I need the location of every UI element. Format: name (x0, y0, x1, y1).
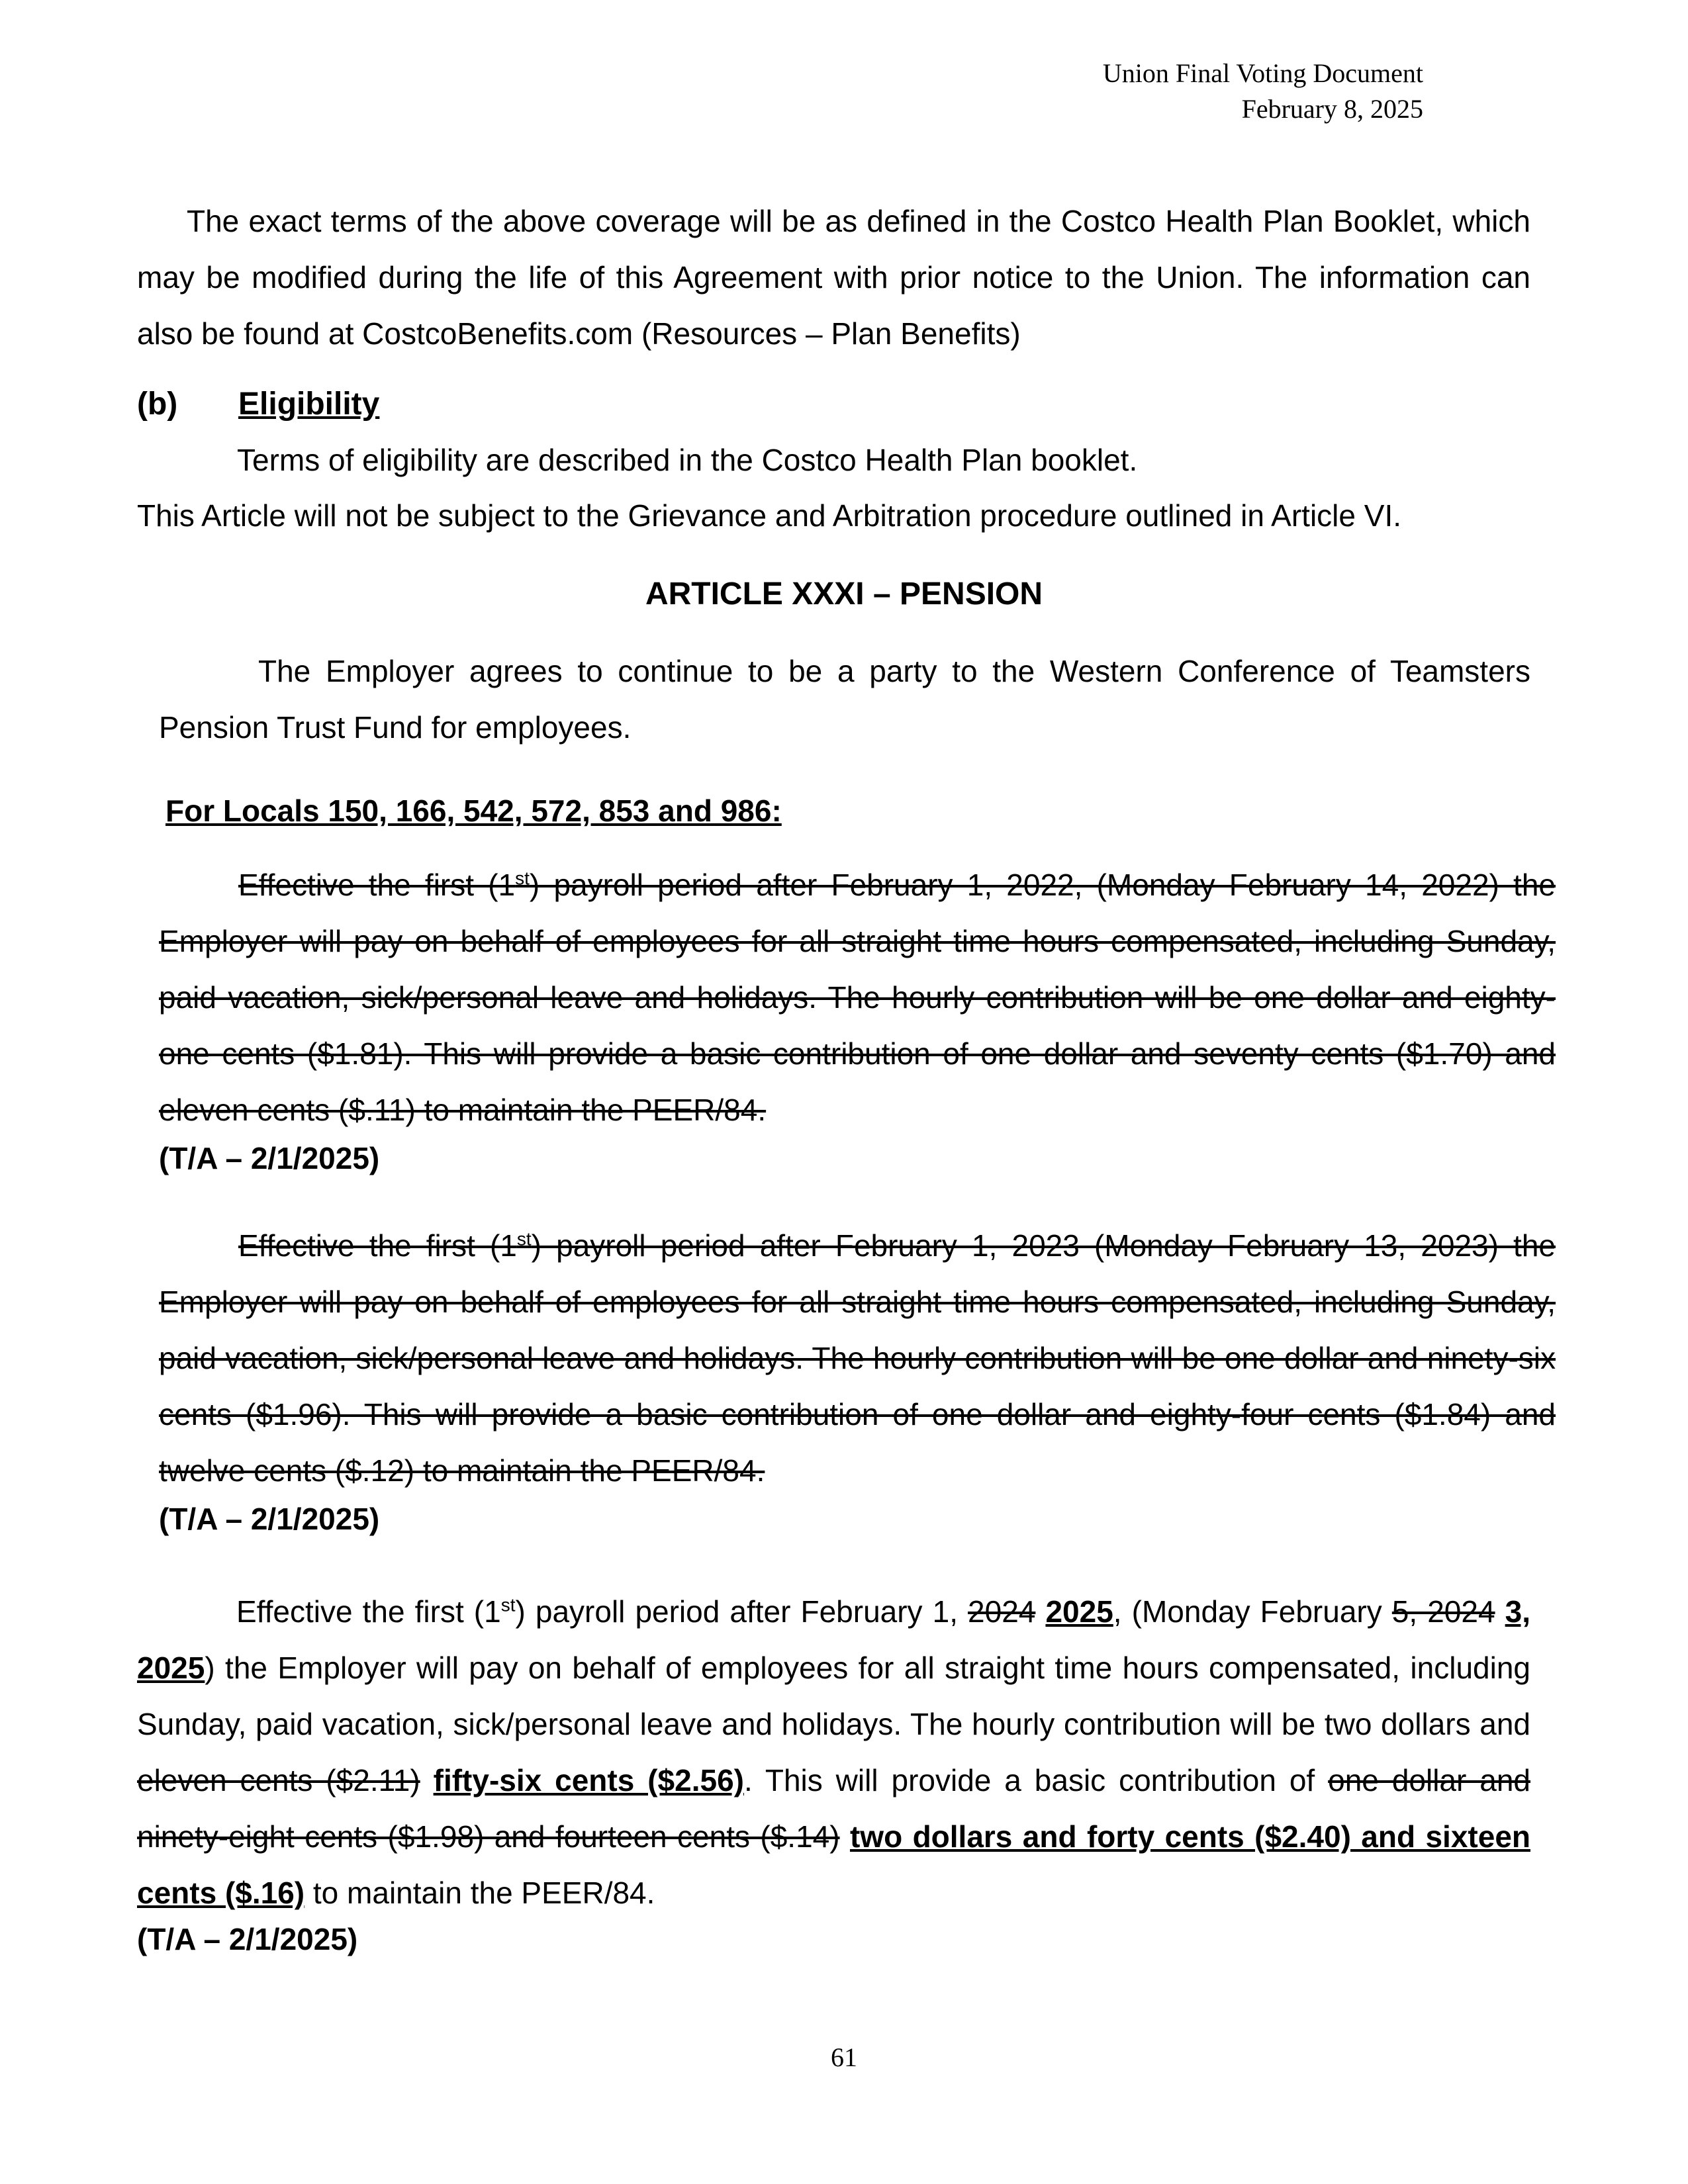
header-date: February 8, 2025 (1241, 94, 1423, 124)
para-2022-post: ) payroll period after February 1, 2022, (Monday February 14, 2022) the Employer will pay on behalf of employees for all straight time hours compensated, including Sunday, paid vacation, sick/personal leave and holidays. The hourly contribution will be one dollar and eighty-one cents ($1.81). This will provide a basic contribution of one dollar and seventy cents ($1.70) and eleven cents ($.11) to maintain the PEER/84. (159, 868, 1556, 1127)
ta-note-2022: (T/A – 2/1/2025) (159, 1141, 380, 1175)
eligibility-heading: Eligibility (238, 387, 380, 422)
deleted-rate: eleven cents ($2.11) (137, 1763, 420, 1797)
inserted-date: 3, 2025 (137, 1594, 1530, 1685)
para-2023-pre: Effective the first (1 (238, 1228, 517, 1263)
para-2025-t1: Effective the first (1 (236, 1594, 501, 1629)
para-2022-pre: Effective the first (1 (238, 868, 516, 902)
para-2022-sup: st (515, 868, 530, 889)
struck-paragraph-2022 (159, 857, 1556, 1138)
para-2025-t6: to maintain the PEER/84. (305, 1876, 655, 1910)
para-2023-sup: st (516, 1228, 532, 1250)
deleted-year: 2024 (968, 1594, 1036, 1629)
para-2025-t5: . This will provide a basic contribution of (743, 1763, 1329, 1797)
struck-paragraph-2023 (159, 1218, 1556, 1499)
inserted-year: 2025 (1045, 1594, 1113, 1629)
current-paragraph-2025 (137, 1584, 1530, 1921)
ta-note-2025: (T/A – 2/1/2025) (137, 1922, 358, 1956)
document-header (1103, 56, 1423, 127)
section-label: (b) (137, 387, 178, 422)
para-2025-t3: , (Monday February (1113, 1594, 1392, 1629)
para-2023-post: ) payroll period after February 1, 2023 (Monday February 13, 2023) the Employer will pay on behalf of employees for all straight time hours compensated, including Sunday, paid vacation, sick/personal leave and holidays. The hourly contribution will be one dollar and ninety-six cents ($1.96). This will provide a basic contribution of one dollar and eighty-four cents ($1.84) and twelve cents ($.12) to maintain the PEER/84. (159, 1228, 1556, 1488)
para-2025-t4: ) the Employer will pay on behalf of employees for all straight time hours compensated, including Sunday, paid vacation, sick/personal leave and holidays. The hourly contribution will be two dollars and (137, 1651, 1530, 1741)
para-2025-t2: ) payroll period after February 1, (515, 1594, 968, 1629)
grievance-note: This Article will not be subject to the Grievance and Arbitration procedure outlined in Article VI. (137, 498, 1402, 533)
eligibility-text: Terms of eligibility are described in the Costco Health Plan booklet. (237, 443, 1138, 477)
article-intro: The Employer agrees to continue to be a party to the Western Conference of Teamsters Pension Trust Fund for employees. (159, 654, 1530, 745)
inserted-contribution: two dollars and forty cents ($2.40) and sixteen cents ($.16) (137, 1819, 1530, 1910)
deleted-contribution: one dollar and ninety-eight cents ($1.98) and fourteen cents ($.14) (137, 1763, 1530, 1854)
ta-note-2023: (T/A – 2/1/2025) (159, 1502, 380, 1536)
header-title: Union Final Voting Document (1102, 58, 1423, 88)
intro-paragraph: The exact terms of the above coverage will be as defined in the Costco Health Plan Booklet, which may be modified during the life of this Agreement with prior notice to the Union. The information can also be found at CostcoBenefits.com (Resources – Plan Benefits) (137, 204, 1530, 351)
deleted-date: 5, 2024 (1391, 1594, 1495, 1629)
locals-heading: For Locals 150, 166, 542, 572, 853 and 986: (165, 794, 782, 828)
page-number: 61 (831, 2042, 857, 2072)
inserted-rate: fifty-six cents ($2.56) (433, 1763, 744, 1797)
para-2025-sup: st (500, 1594, 516, 1615)
article-title: ARTICLE XXXI – PENSION (645, 576, 1043, 612)
